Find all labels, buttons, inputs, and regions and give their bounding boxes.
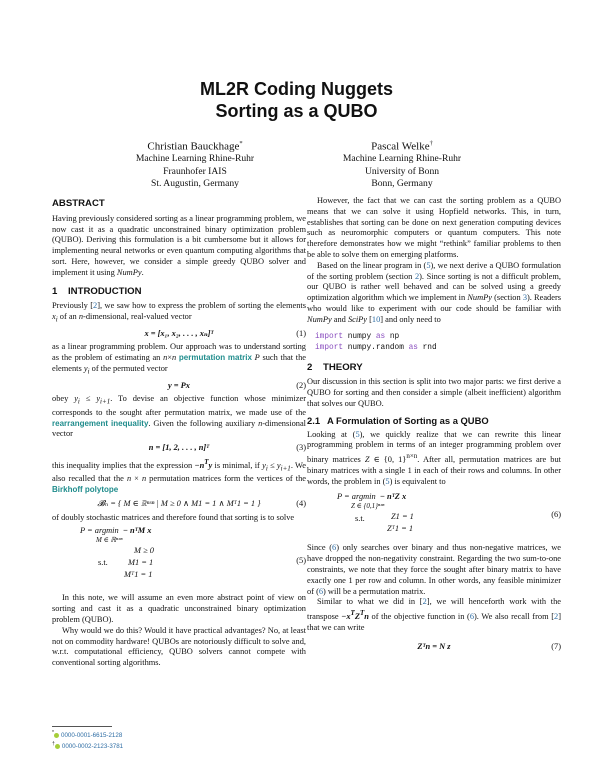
paragraph: as a linear programming problem. Our approach was to understand sorting as the problem of estimating an n×n permutation matrix P such that the elements $y_i$ of the permuted vector xyxy=(52,342,306,376)
author-mark: * xyxy=(239,140,243,147)
paragraph: Similar to what we did in [2], we will henceforth work with the transpose $-x^TZ^Tn$ of the objective function in (6). We also recall from [2] that we can write xyxy=(307,597,561,632)
paragraph: Our discussion in this section is split into two major parts: we first derive a QUBO for sorting and then consider a simple (albeit inefficient) algorithm that solves our QUBO. xyxy=(307,377,561,408)
right-column xyxy=(307,196,561,655)
section-heading-introduction: 1 INTRODUCTION xyxy=(52,285,142,297)
citation-link[interactable]: 2 xyxy=(422,597,427,607)
footnote: † 0000-0002-2123-3781 xyxy=(52,741,124,751)
equation-1: x = [x₁, x₂, . . . , xₙ]ᵀ (1) xyxy=(144,328,306,338)
abstract-text: Having previously considered sorting as a linear programming problem, we now cast it as a quadratic unconstrained binary optimization problem (QUBO). Deriving this formulation is a bit cumbersome but it allows for implementing neural networks or even quantum computing algorithms that sort. Here, however, we consider a simple greedy QUBO solver and implement it using NumPy. xyxy=(52,213,306,277)
equation-7: Zᵀn = N z (7) xyxy=(417,641,561,651)
orcid-link[interactable]: 0000-0002-2123-3781 xyxy=(61,743,124,751)
title-line-1: ML2R Coding Nuggets xyxy=(200,79,393,99)
paper-title xyxy=(0,78,593,122)
paragraph: Looking at (5), we quickly realize that we can rewrite this linear programming problem in terms of an integer programming problem over binary matrices Z ∈ {0, 1}$^{n\times n}$. After all, permutation matrices are but binary matrices with a single 1 in each of their rows and columns. In other words, the problem in (5) is equivalent to xyxy=(307,429,562,486)
subsection-heading: 2.1 A Formulation of Sorting as a QUBO xyxy=(307,414,489,426)
citation-link[interactable]: 10 xyxy=(371,314,381,324)
paragraph: this inequality implies that the expression $-n^Ty$ is minimal, if $y_i \le y_{i+1}$. We also recalled that the n × n permutation matrices form the vertices of the Birkhoff polytope xyxy=(52,457,306,495)
paragraph: of doubly stochastic matrices and therefore found that sorting is to solve xyxy=(52,512,295,522)
author-affiliation: Machine Learning Rhine-Ruhr xyxy=(135,153,255,165)
equation-ref-link[interactable]: 5 xyxy=(355,429,360,439)
equation-ref-link[interactable]: 6 xyxy=(469,611,474,621)
section-heading-theory: 2 THEORY xyxy=(307,361,363,373)
author-block-2 xyxy=(277,138,527,191)
code-line: import numpy.random as rnd xyxy=(315,344,437,353)
equation-4: 𝓑ₙ = { M ∈ ℝⁿˣⁿ | M ≥ 0 ∧ M1 = 1 ∧ Mᵀ1 = 1 } (4) xyxy=(97,498,306,508)
footnotes xyxy=(52,726,306,751)
equation-ref-link[interactable]: 5 xyxy=(385,476,390,486)
title-line-2: Sorting as a QUBO xyxy=(215,101,378,121)
citation-link[interactable]: 2 xyxy=(554,611,559,621)
equation-6: P = argmin − nᵀZ x Z ∈ {0,1}ⁿˣⁿ s.t. Z1 = 1 Zᵀ1 = 1 (6) xyxy=(337,492,561,534)
section-ref-link[interactable]: 2 xyxy=(414,271,420,281)
code-line: import numpy as np xyxy=(315,332,400,341)
section-ref-link[interactable]: 3 xyxy=(522,293,527,303)
paragraph: In this note, we will assume an even more abstract point of view on sorting and cast it as a quadratic unconstrained binary optimization problem (QUBO). xyxy=(52,593,306,624)
equation-5: P = argmin − nᵀM x M ∈ ℝⁿˣⁿ M ≥ 0 s.t. M1 = 1 Mᵀ1 = 1 (5) xyxy=(80,526,306,580)
orcid-icon xyxy=(54,733,59,738)
paragraph: However, the fact that we can cast the sorting problem as a QUBO means that we can solve it using Hopfield networks. This, in turn, establishes that sorting can be done on next generation computing devices such as neuromorphic computers or quantum computers. This note therefore demonstrates how we might “rethink” familiar problems to then be able to solve them on emerging platforms. xyxy=(307,196,561,259)
author-name: Pascal Welke xyxy=(371,140,430,153)
birkhoff-polytope-link[interactable]: Birkhoff polytope xyxy=(52,485,119,495)
orcid-icon xyxy=(55,744,60,749)
equation-ref-link[interactable]: 5 xyxy=(426,260,431,270)
abstract-heading: ABSTRACT xyxy=(52,198,105,209)
paragraph: Based on the linear program in (5), we next derive a QUBO formulation of the sorting problem (section 2). Since sorting is not a difficult problem, our QUBO is rather well behaved and can be solved using a greedy optimization algorithm which we implement in NumPy (section 3). Readers who would like to experiment with our code should be familiar with NumPy and SciPy [10] and only need to xyxy=(307,260,562,324)
rearrangement-inequality-link[interactable]: rearrangement inequality xyxy=(52,418,149,428)
paragraph: Why would we do this? Would it have practical advantages? No, at least not on commodity hardware! QUBOs are notoriously difficult to solve and, w.r.t. computational efficiency, QUBO solvers cannot compete with conventional sorting algorithms. xyxy=(52,625,306,668)
equation-2: y = Px (2) xyxy=(168,380,306,390)
left-column xyxy=(52,194,306,669)
equation-ref-link[interactable]: 6 xyxy=(332,543,337,553)
author-affiliation: Bonn, Germany xyxy=(371,178,433,190)
orcid-link[interactable]: 0000-0001-6615-2128 xyxy=(61,732,123,740)
author-mark: † xyxy=(429,140,433,147)
author-affiliation: St. Augustin, Germany xyxy=(151,178,239,190)
paragraph: Previously [2], we saw how to express the problem of sorting the elements $x_i$ of an n-dimensional, real-valued vector xyxy=(52,301,306,324)
code-block xyxy=(315,332,561,355)
author-affiliation: Machine Learning Rhine-Ruhr xyxy=(342,153,462,165)
author-affiliation: Fraunhofer IAIS xyxy=(163,165,227,177)
author-affiliation: University of Bonn xyxy=(364,165,440,177)
footnote: * 0000-0001-6615-2128 xyxy=(52,730,123,740)
paragraph: Since (6) only searches over binary and thus non-negative matrices, we have dropped the non-negativity constraint. Regarding the two sum-to-one constraints, we note that they force the sought after binary matrix to have exactly one 1 per row and column. In other words, any feasible minimizer of (6) will be a permutation matrix. xyxy=(307,543,561,596)
author-name: Christian Bauckhage xyxy=(147,140,240,153)
citation-link[interactable]: 2 xyxy=(93,301,98,311)
equation-3: n = [1, 2, . . . , n]ᵀ (3) xyxy=(148,443,306,453)
equation-ref-link[interactable]: 6 xyxy=(318,586,324,596)
permutation-matrix-link[interactable]: permutation matrix xyxy=(178,353,252,363)
paragraph: obey $y_i \le y_{i+1}$. To devise an objective function whose minimizer corresponds to the sought after permutation matrix, we made use of the rearrangement inequality. Given the following auxiliary n-dimensional vector xyxy=(52,394,306,439)
